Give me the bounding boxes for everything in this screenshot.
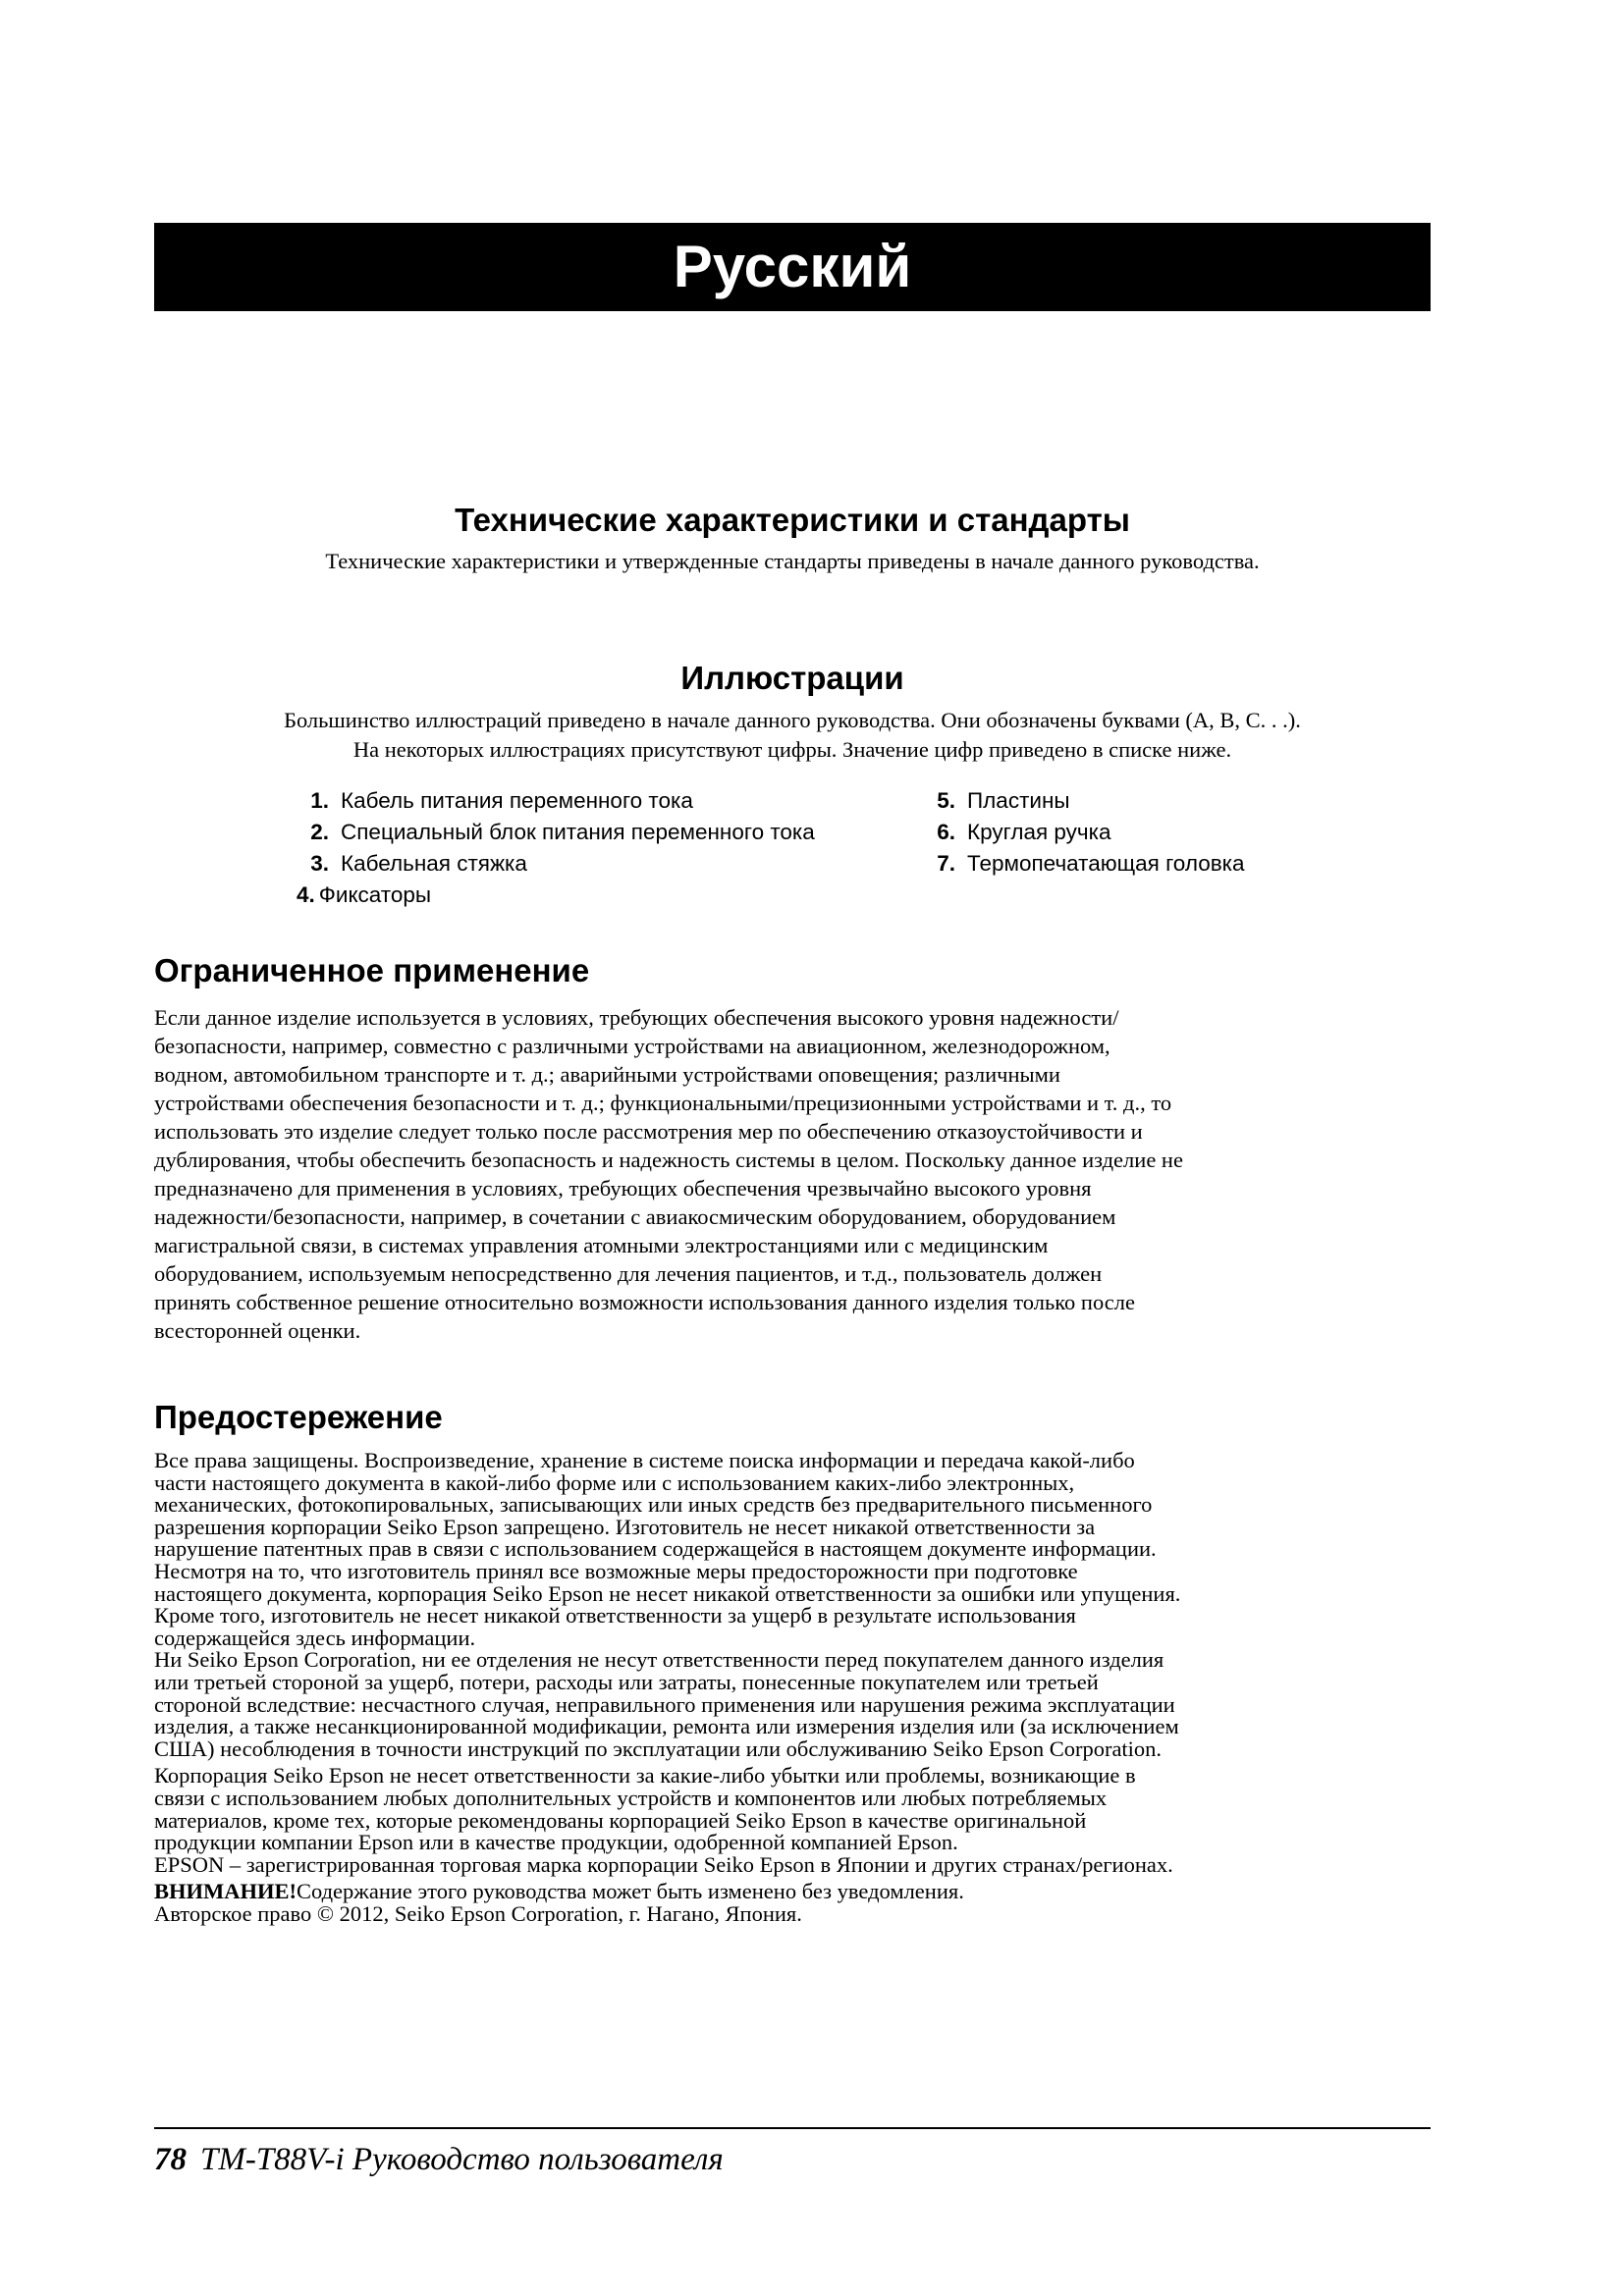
- notice-label: ВНИМАНИЕ!: [154, 1879, 297, 1904]
- legend-item-number: 2.: [310, 820, 329, 844]
- legend-item: [918, 785, 1070, 817]
- limited-use-text: [154, 1003, 1433, 1345]
- legend-item: [297, 880, 431, 911]
- limited-use-line: принять собственное решение относительно возможности использования данного изделия только после: [154, 1290, 1135, 1314]
- caution-text: [154, 1450, 1433, 1925]
- notice-text: Содержание этого руководства может быть изменено без уведомления.: [297, 1879, 964, 1904]
- legend-item-number: 3.: [310, 851, 329, 876]
- legend-item-label: Специальный блок питания переменного тока: [341, 820, 815, 844]
- limited-use-line: надежности/безопасности, например, в сочетании с авиакосмическим оборудованием, оборудованием: [154, 1204, 1116, 1229]
- limited-use-line: предназначено для применения в условиях, требующих обеспечения чрезвычайно высокого уровня: [154, 1176, 1092, 1201]
- illustrations-text: [154, 706, 1431, 765]
- specs-heading: Технические характеристики и стандарты: [455, 502, 1130, 538]
- caution-line: Несмотря на то, что изготовитель принял все возможные меры предосторожности при подготовке: [154, 1558, 1078, 1583]
- caution-line: нарушение патентных прав в связи с использованием содержащейся в настоящем документе информации.: [154, 1536, 1157, 1562]
- caution-line: содержащейся здесь информации.: [154, 1625, 476, 1650]
- caution-line: изделия, а также несанкционированной модификации, ремонта или измерения изделия или (за исключением: [154, 1714, 1179, 1739]
- legend-item: [292, 817, 815, 848]
- legend-item-label: Кабельная стяжка: [341, 851, 527, 876]
- caution-line: Все права защищены. Воспроизведение, хранение в системе поиска информации и передача какой-либо: [154, 1448, 1135, 1472]
- legend-item-label: Пластины: [967, 788, 1070, 813]
- language-banner: [154, 223, 1431, 311]
- caution-line: или третьей стороной за ущерб, потери, расходы или затраты, понесенные покупателем или третьей: [154, 1669, 1099, 1694]
- manual-title: TM-T88V-i Руководство пользователя: [200, 2142, 724, 2177]
- caution-line: связи с использованием любых дополнительных устройств и компонентов или любых потребляемых: [154, 1785, 1108, 1810]
- legend-item-label: Кабель питания переменного тока: [341, 788, 693, 813]
- limited-use-line: Если данное изделие используется в условиях, требующих обеспечения высокого уровня надежности/: [154, 1005, 1119, 1030]
- caution-line: стороной вследствие: несчастного случая, неправильного применения или нарушения режима эксплуатации: [154, 1691, 1175, 1717]
- legend-item: [918, 817, 1111, 848]
- illustrations-text-line-1: Большинство иллюстраций приведено в начале данного руководства. Они обозначены буквами (A, B, C. . .).: [284, 708, 1301, 732]
- page-number: 78: [154, 2142, 187, 2177]
- caution-line: части настоящего документа в какой-либо форме или с использованием каких-либо электронных,: [154, 1469, 1075, 1495]
- caution-line: материалов, кроме тех, которые рекомендованы корпорацией Seiko Epson в качестве оригинальной: [154, 1807, 1087, 1833]
- legend-item-label: Фиксаторы: [318, 882, 432, 907]
- illustrations-text-line-2: На некоторых иллюстрациях присутствуют цифры. Значение цифр приведено в списке ниже.: [352, 737, 1232, 762]
- legend-item-number: 5.: [937, 788, 955, 813]
- caution-line: Корпорация Seiko Epson не несет ответственности за какие-либо убытки или проблемы, возникающие в: [154, 1763, 1136, 1789]
- language-title: Русский: [673, 234, 912, 299]
- limited-use-heading: Ограниченное применение: [154, 952, 590, 988]
- caution-line: Ни Seiko Epson Corporation, ни ее отделения не несут ответственности перед покупателем данного изделия: [154, 1647, 1164, 1673]
- limited-use-line: оборудованием, используемым непосредственно для лечения пациентов, и т.д., пользователь должен: [154, 1261, 1103, 1286]
- caution-heading: Предостережение: [154, 1399, 443, 1435]
- caution-line: продукции компании Epson или в качестве продукции, одобренной компанией Epson.: [154, 1830, 958, 1855]
- change-notice: [154, 1881, 1433, 1903]
- illustrations-heading: Иллюстрации: [680, 660, 904, 696]
- legend-item: [918, 848, 1245, 880]
- caution-line: Кроме того, изготовитель не несет никакой ответственности за ущерб в результате использования: [154, 1603, 1076, 1629]
- limited-use-line: устройствами обеспечения безопасности и т. д.; функциональными/прецизионными устройствами и т. д., то: [154, 1091, 1172, 1115]
- caution-line: EPSON – зарегистрированная торговая марка корпорации Seiko Epson в Японии и других странах/регионах.: [154, 1851, 1173, 1877]
- caution-line: механических, фотокопировальных, записывающих или иных средств без предварительного письменного: [154, 1492, 1153, 1518]
- caution-line: настоящего документа, корпорация Seiko Epson не несет никакой ответственности за ошибки или упущения.: [154, 1580, 1181, 1606]
- limited-use-line: всесторонней оценки.: [154, 1318, 361, 1343]
- caution-line: разрешения корпорации Seiko Epson запрещено. Изготовитель не несет никакой ответственности за: [154, 1514, 1096, 1539]
- page-footer: [154, 2140, 724, 2179]
- limited-use-line: безопасности, например, совместно с различными устройствами на авиационном, железнодорожном,: [154, 1034, 1110, 1058]
- specs-text: Технические характеристики и утвержденные стандарты приведены в начале данного руководства.: [325, 549, 1260, 573]
- limited-use-line: магистральной связи, в системах управления атомными электростанциями или с медицинским: [154, 1233, 1049, 1257]
- legend-item-number: 7.: [937, 851, 955, 876]
- copyright: Авторское право © 2012, Seiko Epson Corporation, г. Нагано, Япония.: [154, 1900, 802, 1926]
- limited-use-line: дублирования, чтобы обеспечить безопасность и надежность системы в целом. Поскольку данное изделие не: [154, 1148, 1183, 1172]
- legend-item: [292, 848, 527, 880]
- caution-line: США) несоблюдения в точности инструкций по эксплуатации или обслуживанию Seiko Epson Corporation.: [154, 1735, 1163, 1761]
- legend-item-label: Круглая ручка: [967, 820, 1111, 844]
- legend-item-number: 4.: [297, 882, 315, 907]
- legend-item-number: 6.: [937, 820, 955, 844]
- footer-rule: [154, 2127, 1431, 2129]
- legend-item-label: Термопечатающая головка: [967, 851, 1245, 876]
- legend-item-number: 1.: [310, 788, 329, 813]
- legend-item: [292, 785, 693, 817]
- limited-use-line: использовать это изделие следует только после рассмотрения мер по обеспечению отказоустойчивости и: [154, 1119, 1143, 1144]
- limited-use-line: водном, автомобильном транспорте и т. д.; аварийными устройствами оповещения; различными: [154, 1062, 1060, 1087]
